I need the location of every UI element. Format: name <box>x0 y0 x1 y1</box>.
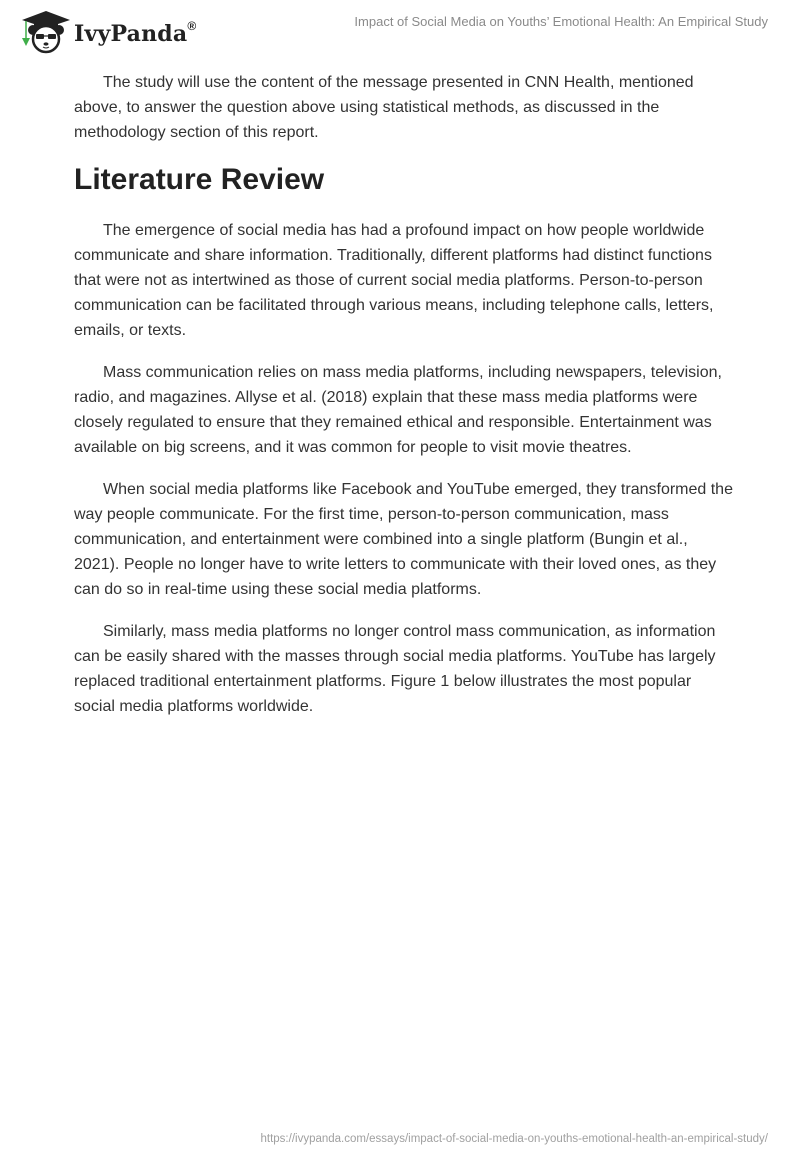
ivypanda-logo[interactable] <box>16 8 196 54</box>
page-header <box>0 0 800 60</box>
document-title: Impact of Social Media on Youths’ Emotional Health: An Empirical Study <box>354 14 768 29</box>
paragraph: Similarly, mass media platforms no longer control mass communication, as information can be easily shared with the masses through social media platforms. YouTube has largely replaced traditional entertainment platforms. Figure 1 below illustrates the most popular social media platforms worldwide. <box>74 623 716 715</box>
paragraph: The emergence of social media has had a profound impact on how people worldwide communicate and share information. Traditionally, different platforms had distinct functions that were not as intertwined as those of current social media platforms. Person-to-person communication can be facilitated through various means, including telephone calls, letters, emails, or texts. <box>74 222 714 339</box>
panda-graduate-icon <box>16 8 72 54</box>
brand-name: IvyPanda® <box>74 19 197 47</box>
source-url[interactable]: https://ivypanda.com/essays/impact-of-social-media-on-youths-emotional-health-an-empirical-study/ <box>260 1133 768 1145</box>
section-heading: Literature Review <box>74 163 325 196</box>
paragraph: When social media platforms like Facebook and YouTube emerged, they transformed the way people communicate. For the first time, person-to-person communication, mass communication, and entertainment were combined into a single platform (Bungin et al., 2021). People no longer have to write letters to communicate with their loved ones, as they can do so in real-time using these social media platforms. <box>74 481 733 598</box>
intro-paragraph: The study will use the content of the message presented in CNN Health, mentioned above, to answer the question above using statistical methods, as discussed in the methodology section of this report. <box>74 74 694 141</box>
paragraph: Mass communication relies on mass media platforms, including newspapers, television, radio, and magazines. Allyse et al. (2018) explain that these mass media platforms were closely regulated to ensure that they remained ethical and responsible. Entertainment was available on big screens, and it was common for people to visit movie theatres. <box>74 364 722 456</box>
article-body <box>74 70 734 736</box>
